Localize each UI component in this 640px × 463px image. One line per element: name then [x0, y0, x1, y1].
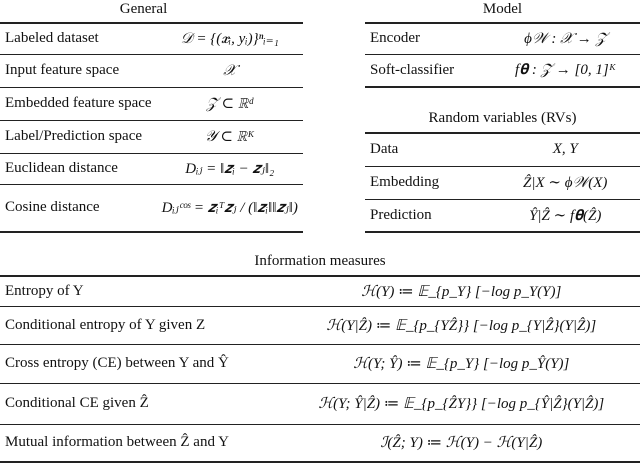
row-label: Mutual information between Ẑ and Y — [0, 424, 283, 462]
table-row — [0, 120, 303, 153]
row-label: Embedded feature space — [0, 87, 157, 120]
row-label: Entropy of Y — [0, 276, 283, 306]
row-label: Labeled dataset — [0, 23, 157, 54]
row-formula: Dᵢⱼ = ‖𝒛ᵢ − 𝒛ⱼ‖₂ — [157, 153, 303, 184]
row-formula: 𝒟 = {(𝒙ᵢ, yᵢ)}ⁿᵢ₌₁ — [157, 23, 303, 54]
table-row — [0, 23, 303, 54]
table-row — [0, 306, 640, 344]
general-caption: General — [119, 1, 168, 17]
rvs-caption: Random variables (RVs) — [428, 110, 577, 126]
table-row — [0, 424, 640, 462]
table-row — [0, 344, 640, 383]
row-formula: 𝒵 ⊂ ℝᵈ — [157, 87, 303, 120]
table-row — [0, 54, 303, 87]
rvs-table — [365, 132, 640, 233]
row-formula: ℋ(Y) ≔ 𝔼_{p_Y} [−log p_Y(Y)] — [283, 276, 640, 306]
row-label: Cross entropy (CE) between Y and Ŷ — [0, 344, 283, 383]
table-row — [365, 23, 640, 54]
table-row — [0, 184, 303, 232]
row-label: Euclidean distance — [0, 153, 157, 184]
row-formula: X, Y — [490, 133, 640, 166]
table-row — [0, 276, 640, 306]
row-label: Prediction — [365, 199, 490, 232]
model-table — [365, 22, 640, 88]
table-row — [0, 153, 303, 184]
row-label: Embedding — [365, 166, 490, 199]
table-row — [365, 199, 640, 232]
row-formula: ϕ𝒲 : 𝒳 → 𝒵 — [491, 23, 640, 54]
row-formula: Ẑ|X ∼ ϕ𝒲(X) — [490, 166, 640, 199]
row-formula: ℋ(Y; Ŷ) ≔ 𝔼_{p_Y} [−log p_Ŷ(Y)] — [283, 344, 640, 383]
row-label: Conditional CE given Ẑ — [0, 383, 283, 424]
row-label: Cosine distance — [0, 184, 157, 232]
row-formula: f𝛉 : 𝒵 → [0, 1]ᴷ — [491, 54, 640, 87]
row-formula: ℋ(Y; Ŷ|Ẑ) ≔ 𝔼_{p_{ẐY}} [−log p_{Ŷ|Ẑ}(Y|Ẑ)] — [283, 383, 640, 424]
row-label: Soft-classifier — [365, 54, 491, 87]
row-formula: 𝒳 — [157, 54, 303, 87]
row-formula: Dᵢⱼᶜᵒˢ = 𝒛ᵢᵀ𝒛ⱼ / (‖𝒛ᵢ‖‖𝒛ⱼ‖) — [157, 184, 303, 232]
table-row — [365, 166, 640, 199]
model-caption: Model — [482, 1, 523, 17]
row-label: Data — [365, 133, 490, 166]
row-label: Input feature space — [0, 54, 157, 87]
row-formula: ℋ(Y|Ẑ) ≔ 𝔼_{p_{YẐ}} [−log p_{Y|Ẑ}(Y|Ẑ)] — [283, 306, 640, 344]
table-row — [365, 133, 640, 166]
row-formula: 𝒴 ⊂ ℝᴷ — [157, 120, 303, 153]
info-caption: Information measures — [254, 253, 386, 269]
general-table — [0, 22, 303, 233]
row-label: Conditional entropy of Y given Z — [0, 306, 283, 344]
table-row — [365, 54, 640, 87]
info-table — [0, 275, 640, 463]
row-label: Encoder — [365, 23, 491, 54]
row-label: Label/Prediction space — [0, 120, 157, 153]
row-formula: ℐ(Ẑ; Y) ≔ ℋ(Y) − ℋ(Y|Ẑ) — [283, 424, 640, 462]
table-row — [0, 383, 640, 424]
table-row — [0, 87, 303, 120]
row-formula: Ŷ|Ẑ ∼ f𝛉(Ẑ) — [490, 199, 640, 232]
